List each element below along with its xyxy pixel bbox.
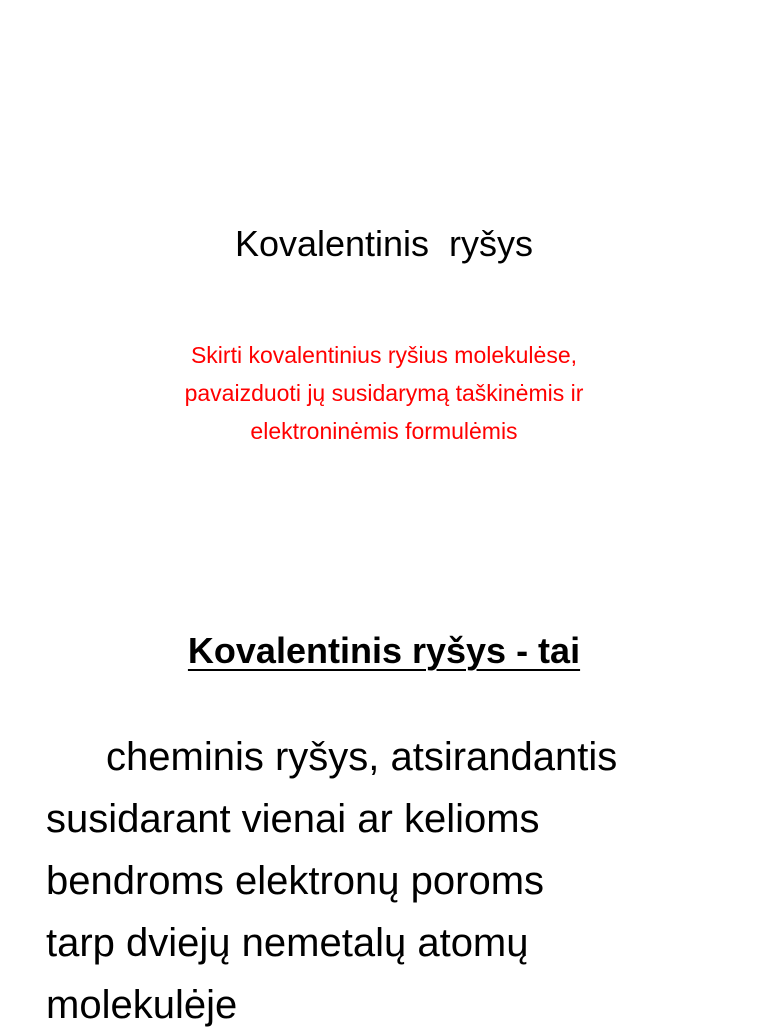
slide-2 (0, 576, 768, 1027)
slide-2-body: cheminis ryšys, atsirandantis susidarant vienai ar kelioms bendroms elektronų poroms tarp dviejų nemetalų atomų molekulėje (46, 735, 618, 1027)
slide-1-subtitle: Skirti kovalentinius ryšius molekulėse, pavaizduoti jų susidarymą taškinėmis ir elektroninėmis formulėmis (184, 342, 584, 444)
slide-2-title: Kovalentinis ryšys - tai (187, 630, 581, 671)
slide-1-title: Kovalentinis ryšys (234, 223, 534, 264)
